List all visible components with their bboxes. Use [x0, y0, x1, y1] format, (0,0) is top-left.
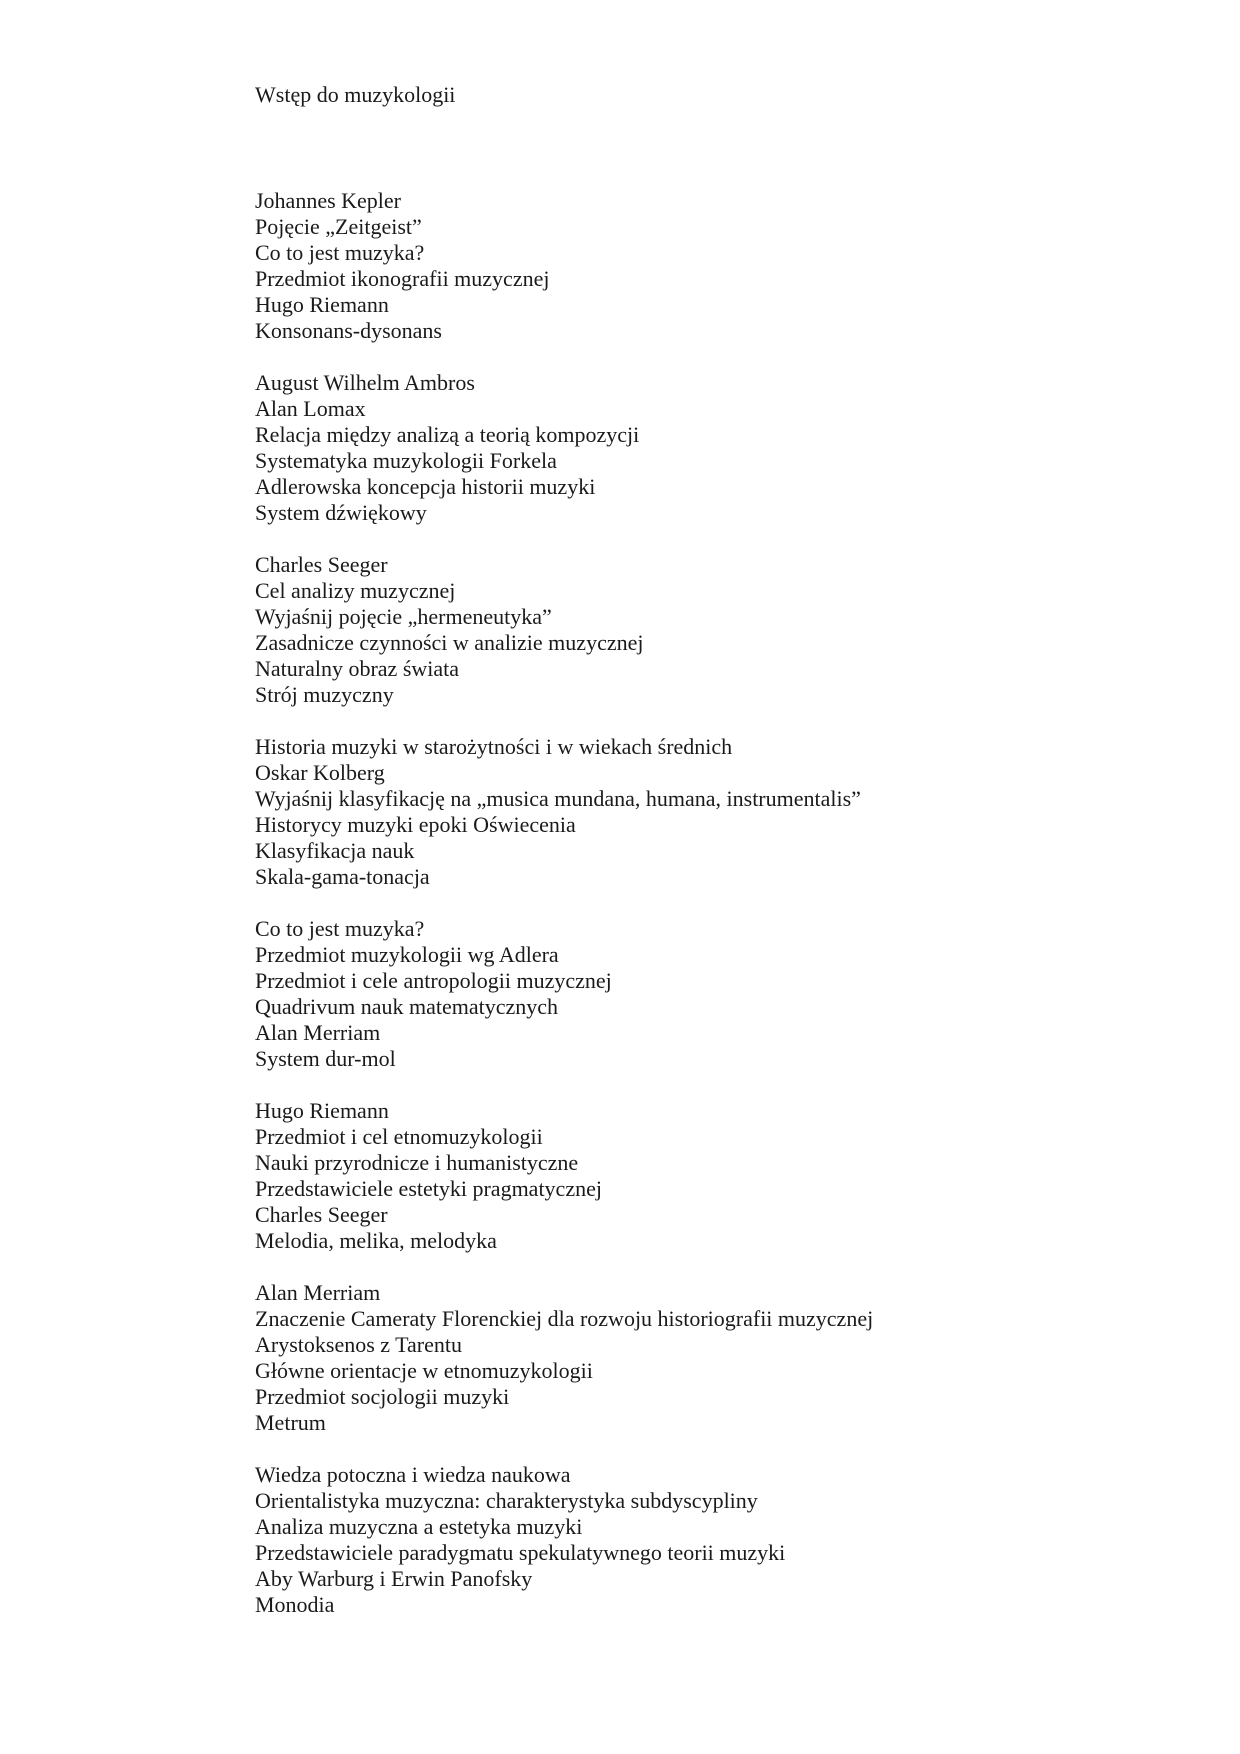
topic-line: Skala-gama-tonacja [255, 864, 430, 889]
topic-line: Alan Lomax [255, 396, 366, 421]
document-title: Wstęp do muzykologii [255, 82, 456, 107]
topic-section [255, 370, 1215, 526]
topic-line: Oskar Kolberg [255, 760, 385, 785]
topic-line: Systematyka muzykologii Forkela [255, 448, 557, 473]
topic-line: Monodia [255, 1592, 335, 1617]
topic-line: Relacja między analizą a teorią kompozycji [255, 422, 640, 447]
topic-section [255, 1098, 1215, 1254]
topic-line: Pojęcie „Zeitgeist” [255, 214, 422, 239]
topic-line: Wyjaśnij klasyfikację na „musica mundana, humana, instrumentalis” [255, 786, 861, 811]
topic-line: Naturalny obraz świata [255, 656, 460, 681]
topic-line: Strój muzyczny [255, 682, 394, 707]
topic-line: Przedmiot i cel etnomuzykologii [255, 1124, 543, 1149]
topic-line: Nauki przyrodnicze i humanistyczne [255, 1150, 579, 1175]
topic-line: Co to jest muzyka? [255, 240, 425, 265]
topic-sections [255, 188, 1215, 1644]
topic-line: Hugo Riemann [255, 292, 389, 317]
topic-line: Adlerowska koncepcja historii muzyki [255, 474, 596, 499]
topic-line: Przedmiot ikonografii muzycznej [255, 266, 550, 291]
topic-line: System dur-mol [255, 1046, 396, 1071]
topic-line: Alan Merriam [255, 1020, 381, 1045]
topic-line: Arystoksenos z Tarentu [255, 1332, 463, 1357]
topic-line: Hugo Riemann [255, 1098, 389, 1123]
topic-line: Melodia, melika, melodyka [255, 1228, 497, 1253]
topic-line: Co to jest muzyka? [255, 916, 425, 941]
topic-line: Wyjaśnij pojęcie „hermeneutyka” [255, 604, 552, 629]
topic-line: Aby Warburg i Erwin Panofsky [255, 1566, 533, 1591]
topic-line: Quadrivum nauk matematycznych [255, 994, 559, 1019]
topic-line: System dźwiękowy [255, 500, 427, 525]
topic-line: Przedmiot muzykologii wg Adlera [255, 942, 559, 967]
topic-line: Alan Merriam [255, 1280, 381, 1305]
topic-line: Cel analizy muzycznej [255, 578, 456, 603]
topic-section [255, 1280, 1215, 1436]
topic-line: Historycy muzyki epoki Oświecenia [255, 812, 576, 837]
topic-line: Przedmiot i cele antropologii muzycznej [255, 968, 612, 993]
topic-line: Główne orientacje w etnomuzykologii [255, 1358, 593, 1383]
topic-section [255, 1462, 1215, 1618]
topic-section [255, 188, 1215, 344]
topic-line: Orientalistyka muzyczna: charakterystyka subdyscypliny [255, 1488, 758, 1513]
topic-section [255, 552, 1215, 708]
topic-line: Analiza muzyczna a estetyka muzyki [255, 1514, 583, 1539]
topic-line: Przedstawiciele paradygmatu spekulatywnego teorii muzyki [255, 1540, 786, 1565]
topic-line: Znaczenie Cameraty Florenckiej dla rozwoju historiografii muzycznej [255, 1306, 874, 1331]
topic-line: Johannes Kepler [255, 188, 402, 213]
topic-line: Przedstawiciele estetyki pragmatycznej [255, 1176, 602, 1201]
topic-section [255, 916, 1215, 1072]
topic-line: Charles Seeger [255, 552, 388, 577]
topic-line: Konsonans-dysonans [255, 318, 442, 343]
topic-line: Charles Seeger [255, 1202, 388, 1227]
topic-line: Klasyfikacja nauk [255, 838, 415, 863]
topic-section [255, 734, 1215, 890]
topic-line: Historia muzyki w starożytności i w wiekach średnich [255, 734, 733, 759]
topic-line: August Wilhelm Ambros [255, 370, 475, 395]
topic-line: Zasadnicze czynności w analizie muzycznej [255, 630, 644, 655]
topic-line: Wiedza potoczna i wiedza naukowa [255, 1462, 571, 1487]
topic-line: Przedmiot socjologii muzyki [255, 1384, 510, 1409]
topic-line: Metrum [255, 1410, 326, 1435]
